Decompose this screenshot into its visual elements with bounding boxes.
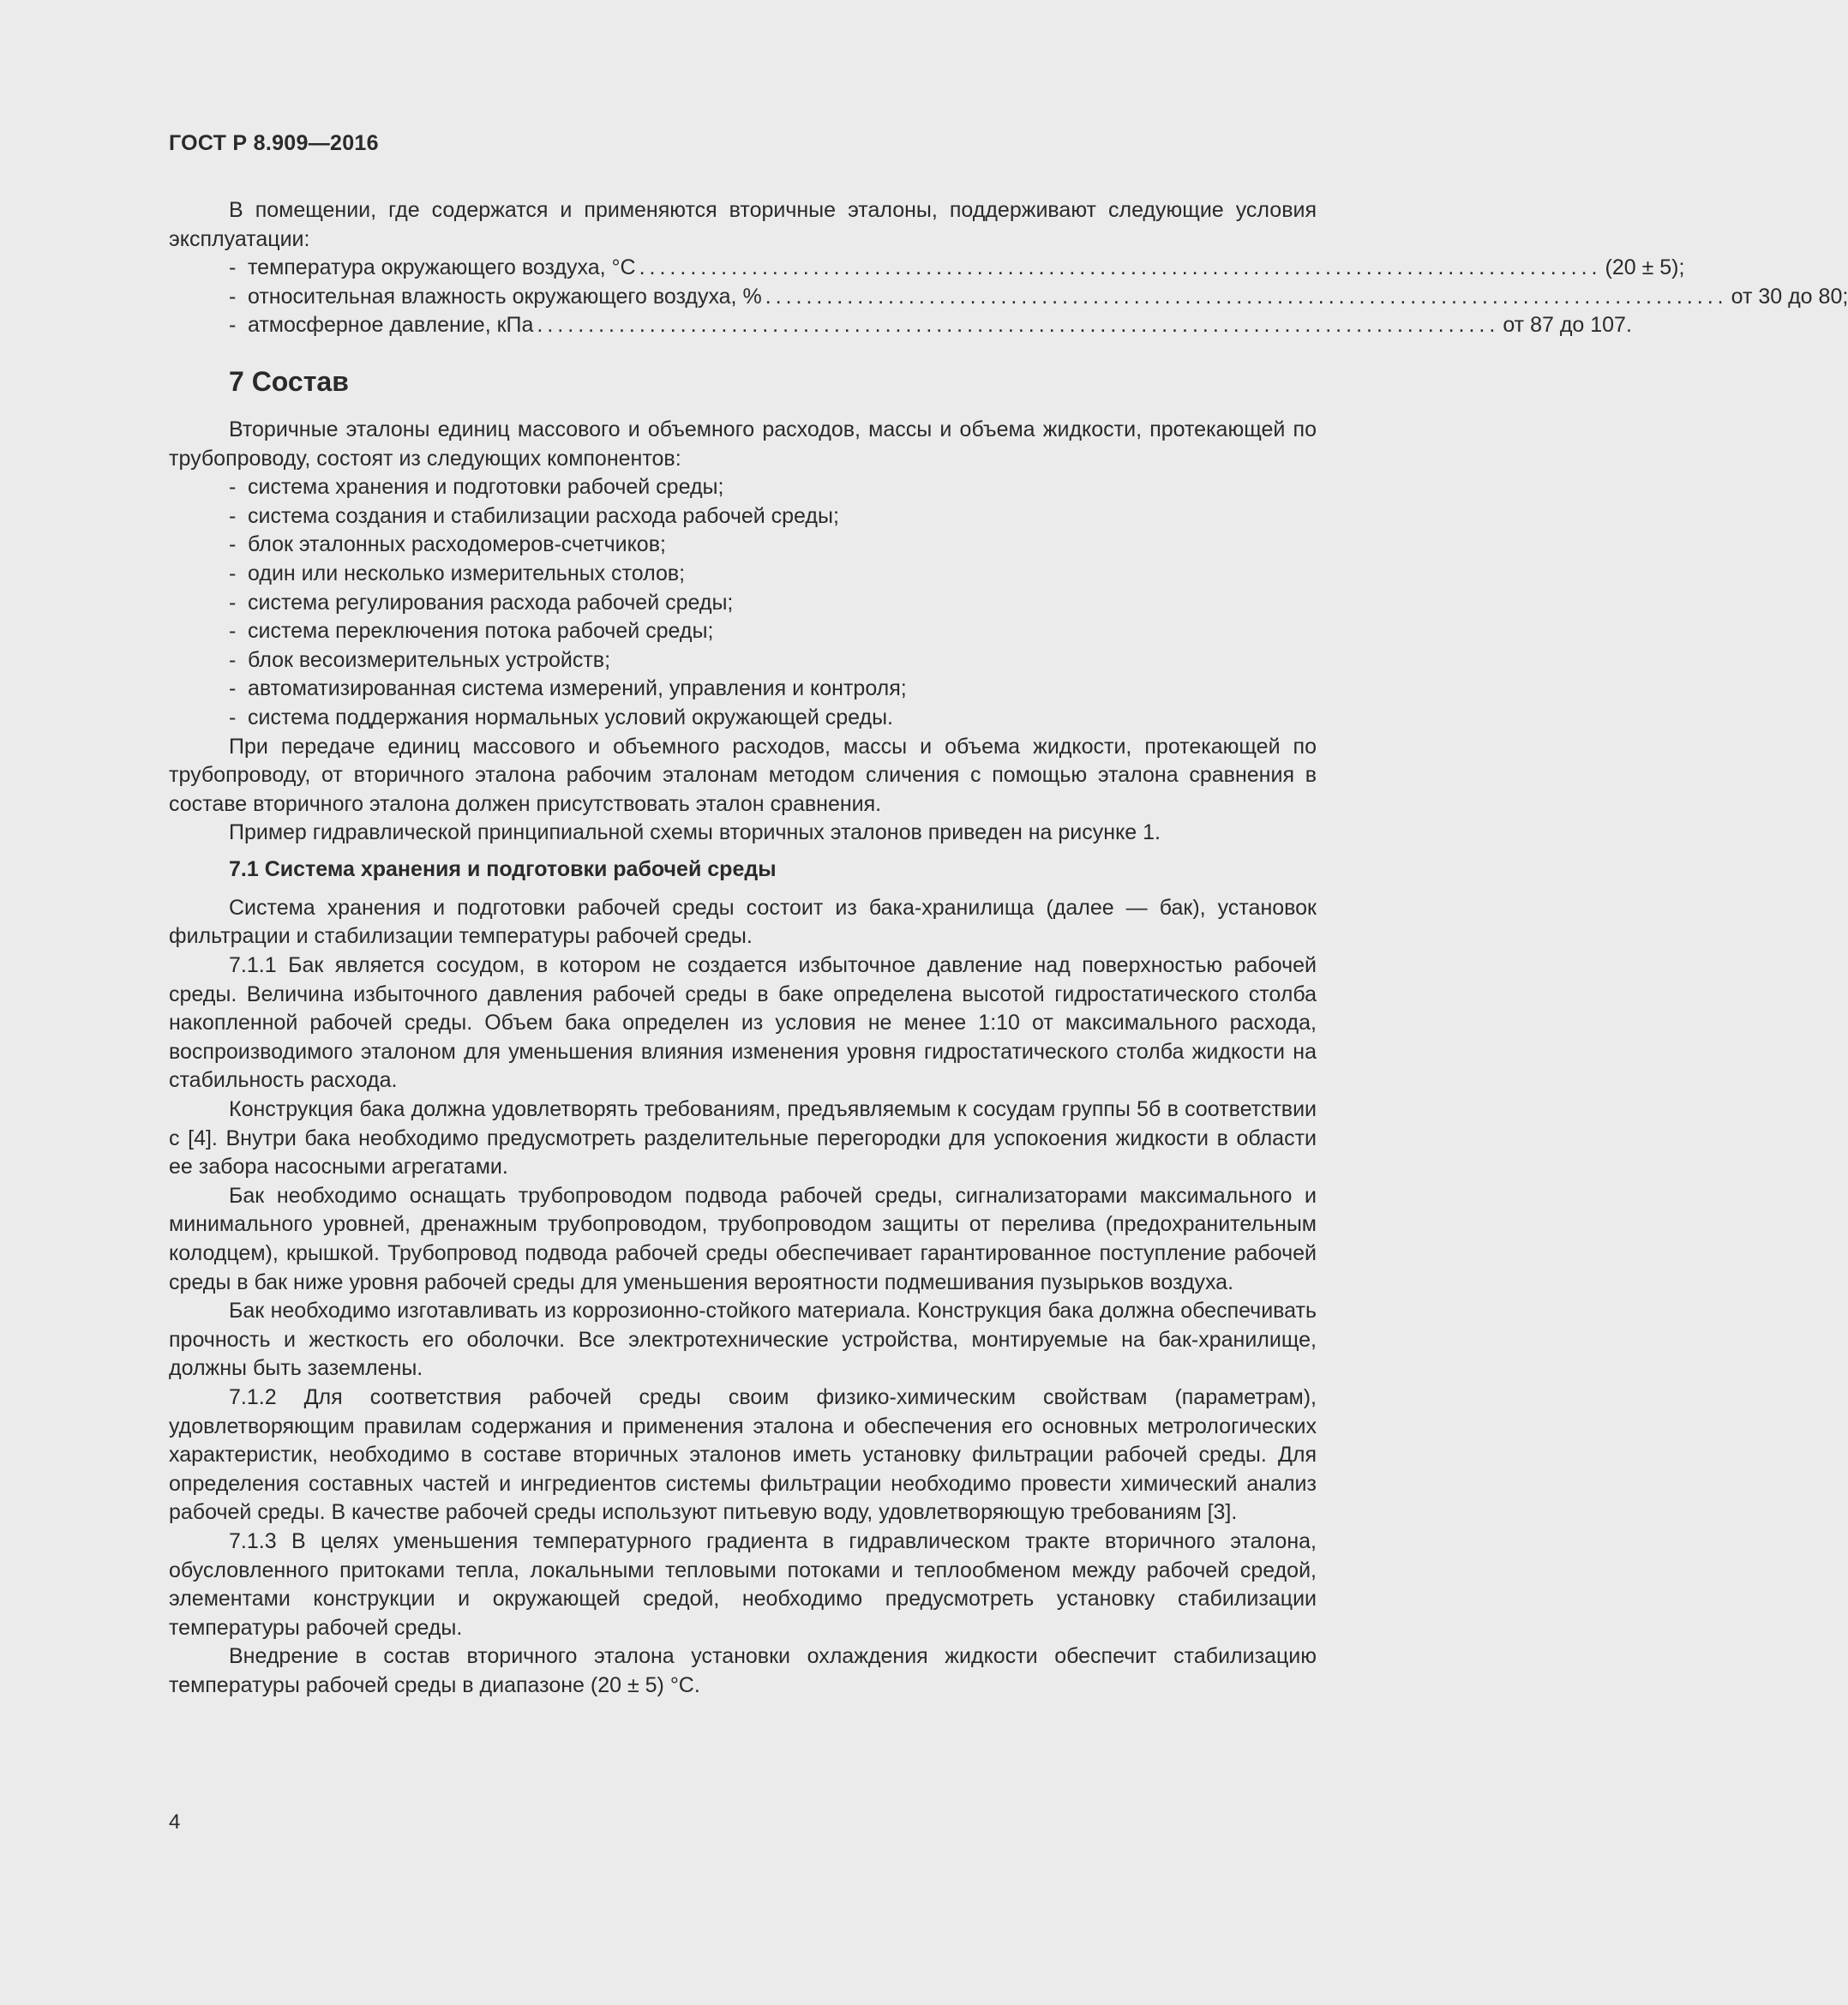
section-7-1-title: 7.1 Система хранения и подготовки рабочей среды [229,856,777,881]
condition-pressure [169,311,1632,340]
dash-marker: - [229,284,237,309]
condition-value: от 87 до 107. [1503,313,1632,338]
page-number: 4 [169,1810,181,1834]
condition-humidity [169,283,1848,312]
section-7-1-1-material: Бак необходимо изготавливать из коррозионно-стойкого материала. Конструкция бака должна обеспечивать прочность и жесткость его оболочки. Все электротехнические устройства, монтируемые на бак-хранилище, должны быть заземлены. [169,1299,1317,1381]
dash-marker: - [229,313,237,338]
list-item: - автоматизированная система измерений, управления и контроля; [229,676,907,701]
condition-temperature [169,254,1685,283]
section-7-paragraph-1: При передаче единиц массового и объемного расходов, массы и объема жидкости, протекающей по трубопроводу, от вторичного эталона рабочим эталонам методом сличения с помощью эталона сравнения в составе вторичного эталона должен присутствовать эталон сравнения. [169,734,1317,816]
section-7-title: 7 Состав [229,365,349,397]
list-item: - блок весоизмерительных устройств; [229,647,611,672]
condition-label: относительная влажность окружающего воздуха, % [248,284,762,309]
dot-leader: .............................................................................................. [765,284,1728,309]
section-7-paragraph-2: Пример гидравлической принципиальной схемы вторичных эталонов приведен на рисунке 1. [229,820,1161,845]
condition-label: атмосферное давление, кПа [248,313,534,338]
section-7-1-3-cooling: Внедрение в состав вторичного эталона установки охлаждения жидкости обеспечит стабилизацию температуры рабочей среды в диапазоне (20 ± 5) °С. [169,1644,1317,1697]
list-item: - система переключения потока рабочей среды; [229,619,714,644]
list-item: - система поддержания нормальных условий окружающей среды. [229,705,894,729]
list-item: - один или несколько измерительных столов; [229,561,686,585]
condition-value: (20 ± 5); [1605,255,1685,280]
section-7-1-2-paragraph: 7.1.2 Для соответствия рабочей среды своим физико-химическим свойствам (параметрам), удовлетворяющим правилам содержания и применения эталона и обеспечения его основных метрологических характеристик, необходимо в составе вторичных эталонов иметь установку фильтрации рабочей среды. Для определения составных частей и ингредиентов системы фильтрации необходимо провести химический анализ рабочей среды. В качестве рабочей среды используют питьевую воду, удовлетворяющую требованиям [3]. [169,1384,1317,1525]
page-content [169,196,1848,1701]
list-item: - система хранения и подготовки рабочей среды; [229,475,724,500]
condition-label: температура окружающего воздуха, °С [248,255,636,280]
section-7-intro: Вторичные эталоны единиц массового и объемного расходов, массы и объема жидкости, протекающей по трубопроводу, состоят из следующих компонентов: [169,417,1317,471]
dash-marker: - [229,255,237,280]
list-item: - блок эталонных расходомеров-счетчиков; [229,532,666,557]
dot-leader: .............................................................................................. [639,255,1602,280]
section-7-1-3-paragraph: 7.1.3 В целях уменьшения температурного градиента в гидравлическом тракте вторичного эталона, обусловленного притоками тепла, локальными тепловыми потоками и теплообменом между рабочей средой, элементами конструкции и окружающей средой, необходимо предусмотреть установку стабилизации температуры рабочей среды. [169,1528,1317,1640]
section-7-1-1-equipment: Бак необходимо оснащать трубопроводом подвода рабочей среды, сигнализаторами максимального и минимального уровней, дренажным трубопроводом, трубопроводом защиты от перелива (предохранительным колодцем), крышкой. Трубопровод подвода рабочей среды обеспечивает гарантированное поступление рабочей среды в бак ниже уровня рабочей среды для уменьшения вероятности подмешивания пузырьков воздуха. [169,1183,1317,1294]
section-7-1-paragraph: Система хранения и подготовки рабочей среды состоит из бака-хранилища (далее — бак), установок фильтрации и стабилизации температуры рабочей среды. [169,895,1317,949]
list-item: - система создания и стабилизации расхода рабочей среды; [229,503,839,528]
list-item: - система регулирования расхода рабочей среды; [229,590,734,615]
intro-paragraph: В помещении, где содержатся и применяются вторичные эталоны, поддерживают следующие условия эксплуатации: [169,198,1317,251]
dot-leader: .............................................................................................. [537,313,1500,338]
section-7-1-1-paragraph: 7.1.1 Бак является сосудом, в котором не создается избыточное давление над поверхностью рабочей среды. Величина избыточного давления рабочей среды в баке определена высотой гидростатического столба накопленной рабочей среды. Объем бака определен из условия не менее 1:10 от максимального расхода, воспроизводимого эталоном для уменьшения влияния изменения уровня гидростатического столба жидкости на стабильность расхода. [169,953,1317,1093]
condition-value: от 30 до 80; [1731,284,1848,309]
section-7-1-1-construction: Конструкция бака должна удовлетворять требованиям, предъявляемым к сосудам группы 5б в соответствии с [4]. Внутри бака необходимо предусмотреть разделительные перегородки для успокоения жидкости в области ее забора насосными агрегатами. [169,1097,1317,1180]
document-header: ГОСТ Р 8.909—2016 [169,131,379,155]
components-list [169,473,1317,732]
